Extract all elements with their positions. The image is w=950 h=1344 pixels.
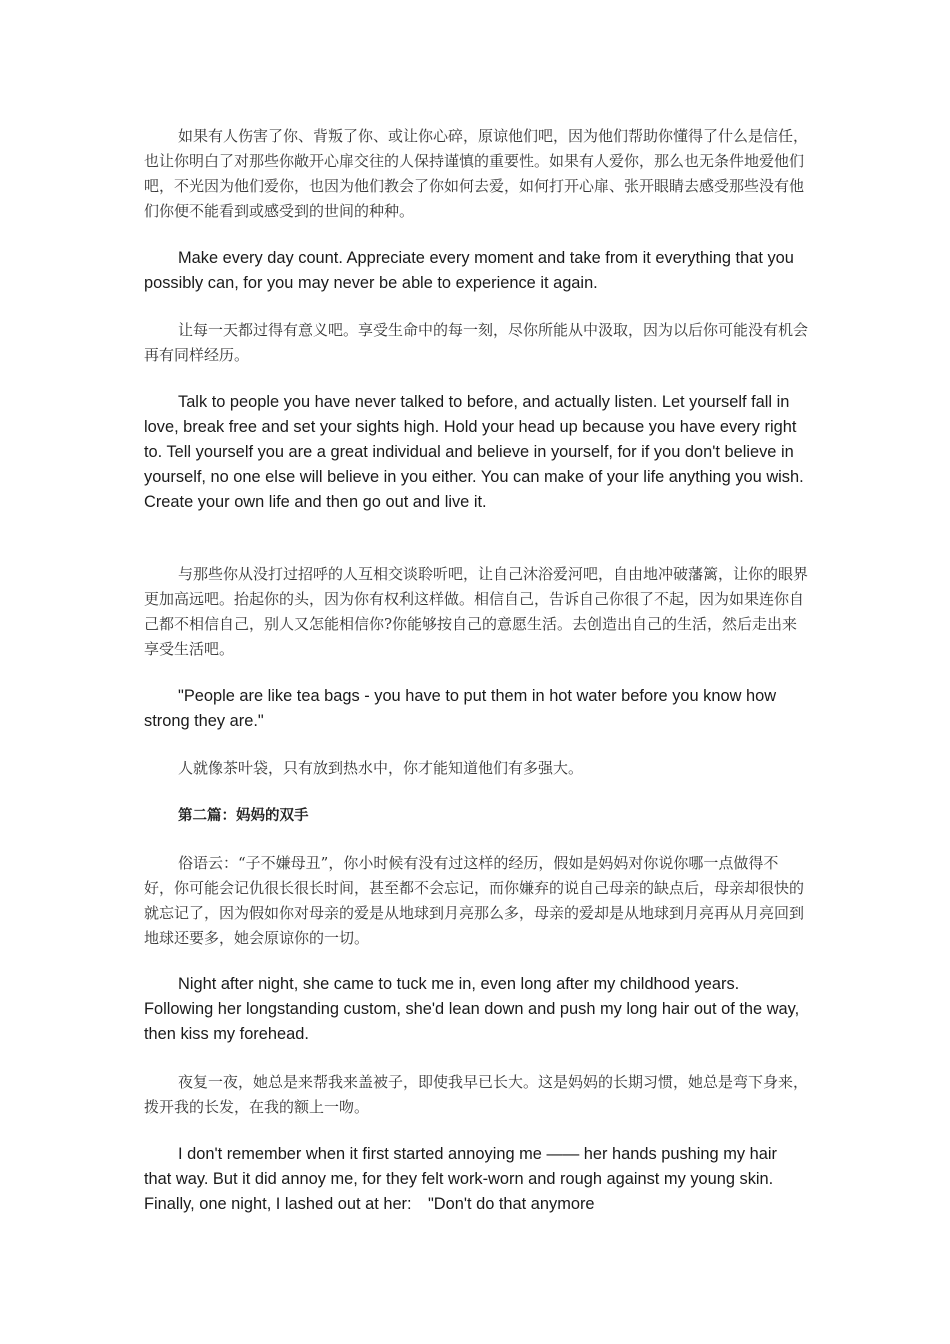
- paragraph-zh-tea-bags-quote: 人就像茶叶袋，只有放到热水中，你才能知道他们有多强大。: [178, 759, 584, 777]
- paragraph-en-night-after-night: Night after night, she came to tuck me in, even long after my childhood years. Following her longstanding custom, she'd lean down and push my long hair out of the way, then kiss my forehead.: [144, 975, 800, 1043]
- paragraph-en-make-every-day-count: Make every day count. Appreciate every moment and take from it everything that you possibly can, for you may never be able to experience it again.: [144, 249, 794, 292]
- paragraph-en-talk-to-people: Talk to people you have never talked to before, and actually listen. Let yourself fall in love, break free and set your sights high. Hold your head up because you have every right to. Tell yourself you are a great individual and believe in yourself, for if you don't believe in yourself, no one else will believe in you either. You can make of your life anything you wish. Create your own life and then go out and live it.: [144, 393, 804, 511]
- paragraph-zh-forgive: 如果有人伤害了你、背叛了你、或让你心碎，原谅他们吧，因为他们帮助你懂得了什么是信任，也让你明白了对那些你敞开心扉交往的人保持谨慎的重要性。如果有人爱你，那么也无条件地爱他们吧，不光因为他们爱你，也因为他们教会了你如何去爱，如何打开心扉、张开眼睛去感受那些没有他们你便不能看到或感受到的世间的种种。: [144, 127, 809, 220]
- paragraph-zh-talk-to-people: 与那些你从没打过招呼的人互相交谈聆听吧，让自己沐浴爱河吧，自由地冲破藩篱，让你的眼界更加高远吧。抬起你的头，因为你有权利这样做。相信自己，告诉自己你很了不起，因为如果连你自己都不相信自己，别人又怎能相信你?你能够按自己的意愿生活。去创造出自己的生活，然后走出来享受生活吧。: [144, 565, 809, 658]
- paragraph-zh-mothers-love: 俗语云：“子不嫌母丑”，你小时候有没有过这样的经历，假如是妈妈对你说你哪一点做得不好，你可能会记仇很长很长时间，甚至都不会忘记，而你嫌弃的说自己母亲的缺点后，母亲却很快的就忘记了，因为假如你对母亲的爱是从地球到月亮那么多，母亲的爱却是从地球到月亮再从月亮回到地球还要多，她会原谅你的一切。: [144, 854, 805, 947]
- paragraph-zh-night-after-night: 夜复一夜，她总是来帮我来盖被子，即使我早已长大。这是妈妈的长期习惯，她总是弯下身来，拨开我的长发，在我的额上一吻。: [144, 1073, 809, 1116]
- paragraph-en-tea-bags-quote: "People are like tea bags - you have to put them in hot water before you know how strong they are.": [144, 687, 777, 730]
- paragraph-zh-make-every-day-count: 让每一天都过得有意义吧。享受生命中的每一刻，尽你所能从中汲取，因为以后你可能没有机会再有同样经历。: [144, 321, 809, 364]
- paragraph-en-hands-annoying: I don't remember when it first started annoying me —— her hands pushing my hair that way. But it did annoy me, for they felt work-worn and rough against my young skin. Finally, one night, I lashed out at her: "Don't do that anymore: [144, 1145, 777, 1213]
- section-heading-mothers-hands: 第二篇：妈妈的双手: [178, 808, 309, 824]
